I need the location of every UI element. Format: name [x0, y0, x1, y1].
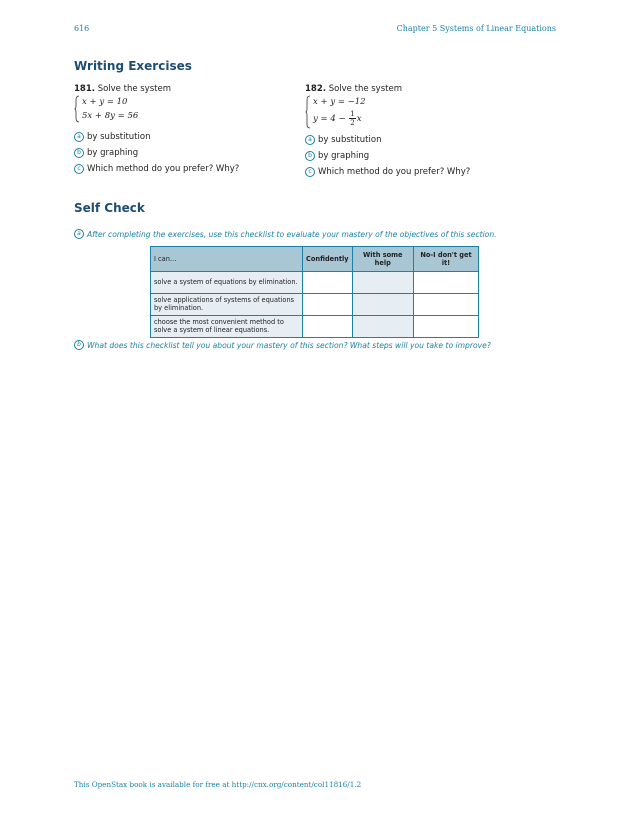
- letter-c-icon: c: [305, 167, 315, 177]
- problem-182: [305, 84, 470, 177]
- equation-1: x + y = −12: [313, 97, 366, 107]
- checkbox-cell[interactable]: [413, 294, 478, 316]
- letter-b-icon: b: [74, 148, 84, 158]
- option-b: [74, 148, 239, 158]
- table-row: [151, 294, 479, 316]
- option-text: by graphing: [87, 148, 139, 158]
- letter-c-icon: c: [74, 164, 84, 174]
- equation-1: x + y = 10: [82, 97, 128, 107]
- self-check-table: [150, 246, 479, 338]
- letter-a-icon: a: [74, 132, 84, 142]
- option-c: [305, 167, 470, 177]
- chapter-title: Chapter 5 Systems of Linear Equations: [396, 24, 556, 33]
- footer-text: This OpenStax book is available for free at http://cnx.org/content/col11816/1.2: [74, 780, 362, 789]
- writing-exercises-heading: Writing Exercises: [74, 59, 192, 73]
- option-c: [74, 164, 239, 174]
- page-header: [74, 24, 556, 38]
- option-b: [305, 151, 470, 161]
- equation-2: [313, 109, 470, 129]
- equation-system: [305, 95, 470, 129]
- equation-2: 5x + 8y = 56: [82, 111, 139, 121]
- option-text: by graphing: [318, 151, 370, 161]
- option-text: Which method do you prefer? Why?: [87, 164, 240, 174]
- problem-181: [74, 84, 239, 174]
- letter-a-icon: a: [74, 229, 84, 239]
- table-row: [151, 316, 479, 338]
- column-header: No-I don't get it!: [413, 247, 478, 272]
- self-check-b-text: What does this checklist tell you about your mastery of this section? What steps will you take to improve?: [87, 340, 491, 350]
- problem-prompt: Solve the system: [97, 84, 171, 94]
- letter-b-icon: b: [305, 151, 315, 161]
- checkbox-cell[interactable]: [303, 272, 353, 294]
- self-check-a: [74, 229, 497, 239]
- checkbox-cell[interactable]: [352, 272, 413, 294]
- self-check-a-text: After completing the exercises, use this checklist to evaluate your mastery of the objectives of this section.: [87, 229, 497, 239]
- row-label: choose the most convenient method to solve a system of linear equations.: [151, 316, 303, 338]
- self-check-heading: Self Check: [74, 201, 145, 215]
- checkbox-cell[interactable]: [303, 294, 353, 316]
- option-text: by substitution: [87, 132, 151, 142]
- page-number: 616: [74, 24, 90, 33]
- option-a: [305, 135, 470, 145]
- equation-2-variable: x: [356, 114, 362, 124]
- option-text: by substitution: [318, 135, 382, 145]
- checkbox-cell[interactable]: [413, 272, 478, 294]
- option-text: Which method do you prefer? Why?: [318, 167, 471, 177]
- checkbox-cell[interactable]: [303, 316, 353, 338]
- checkbox-cell[interactable]: [352, 316, 413, 338]
- letter-b-icon: b: [74, 340, 84, 350]
- fraction: [349, 110, 355, 127]
- problem-number: 181.: [74, 84, 95, 94]
- table-header-row: [151, 247, 479, 272]
- brace-icon: [74, 95, 80, 123]
- column-header: I can…: [151, 247, 303, 272]
- problem-prompt: Solve the system: [328, 84, 402, 94]
- letter-a-icon: a: [305, 135, 315, 145]
- row-label: solve applications of systems of equations by elimination.: [151, 294, 303, 316]
- equation-system: [74, 95, 239, 123]
- table-row: [151, 272, 479, 294]
- fraction-numerator: 1: [350, 110, 355, 118]
- column-header: With some help: [352, 247, 413, 272]
- self-check-b: [74, 340, 491, 350]
- checkbox-cell[interactable]: [352, 294, 413, 316]
- row-label: solve a system of equations by elimination.: [151, 272, 303, 294]
- option-a: [74, 132, 239, 142]
- equation-2-left: y = 4 −: [313, 114, 346, 124]
- problem-number: 182.: [305, 84, 326, 94]
- column-header: Confidently: [303, 247, 353, 272]
- brace-icon: [305, 95, 311, 129]
- checkbox-cell[interactable]: [413, 316, 478, 338]
- fraction-denominator: 2: [350, 119, 355, 127]
